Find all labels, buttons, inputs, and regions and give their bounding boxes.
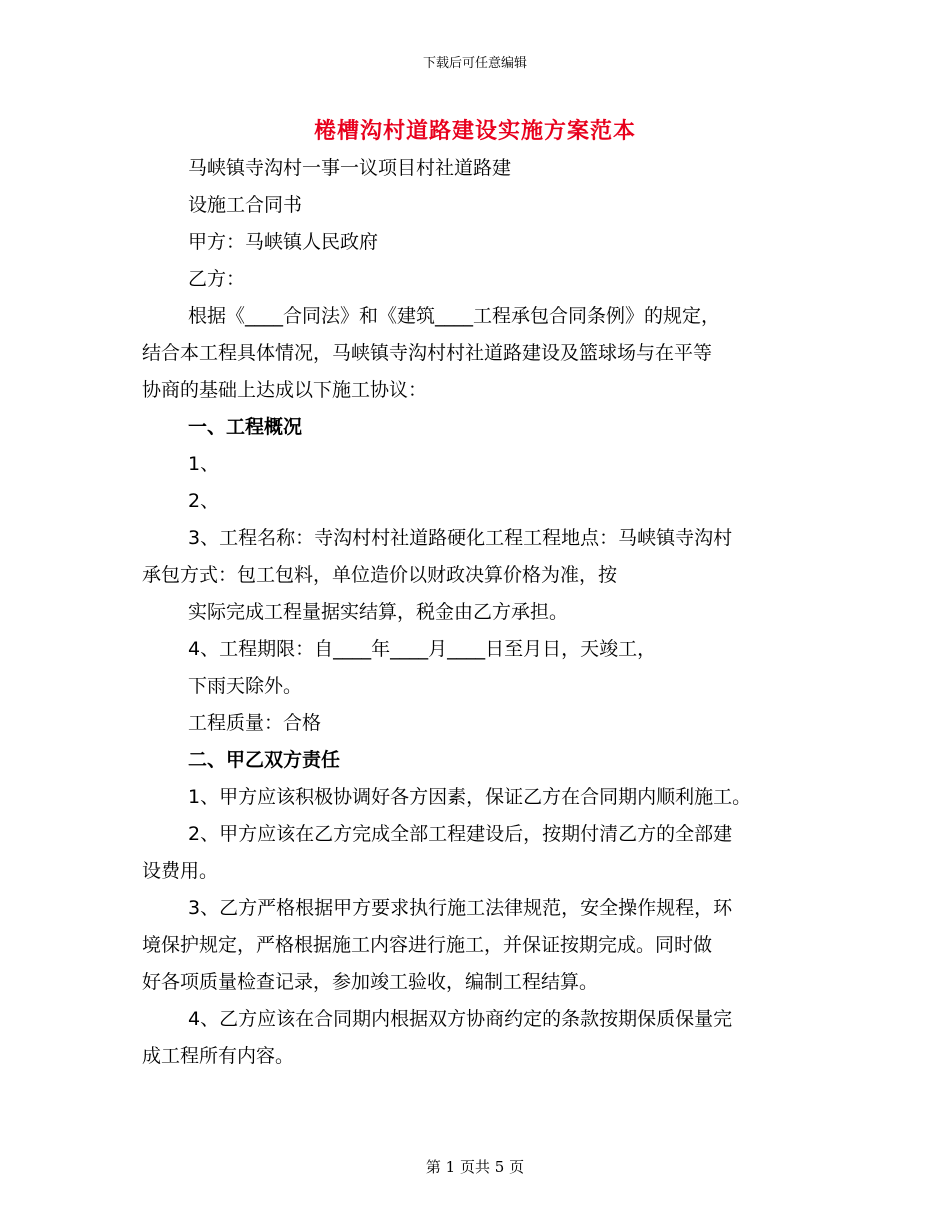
text-line: 境保护规定，严格根据施工内容进行施工，并保证按期完成。同时做 <box>142 934 713 956</box>
text-line: 成工程所有内容。 <box>142 1045 295 1067</box>
text-line: 下雨天除外。 <box>188 675 303 697</box>
section-heading: 二、甲乙双方责任 <box>188 749 341 771</box>
text-line: 根据《____合同法》和《建筑____工程承包合同条例》的规定， <box>188 305 721 327</box>
text-line: 4、乙方应该在合同期内根据双方协商约定的条款按期保质保量完 <box>188 1008 733 1030</box>
text-line: 1、 <box>188 453 220 475</box>
text-line: 2、甲方应该在乙方完成全部工程建设后，按期付清乙方的全部建 <box>188 823 733 845</box>
text-line: 设费用。 <box>142 860 219 882</box>
text-line: 2、 <box>188 490 220 512</box>
text-line: 工程质量：合格 <box>188 712 322 734</box>
text-line: 3、工程名称：寺沟村村社道路硬化工程工程地点：马峡镇寺沟村 <box>188 527 733 549</box>
text-line: 3、乙方严格根据甲方要求执行施工法律规范，安全操作规程，环 <box>188 897 733 919</box>
text-line: 承包方式：包工包料，单位造价以财政决算价格为准，按 <box>142 564 618 586</box>
text-line: 4、工程期限：自____年____月____日至月日，天竣工， <box>188 638 657 660</box>
document-body <box>142 150 822 1075</box>
document-title: 棬槽沟村道路建设实施方案范本 <box>313 119 636 144</box>
page-footer: 第 1 页共 5 页 <box>425 1158 525 1176</box>
text-line: 好各项质量检查记录，参加竣工验收，编制工程结算。 <box>142 971 599 993</box>
text-line: 甲方：马峡镇人民政府 <box>188 231 379 253</box>
text-line: 结合本工程具体情况，马峡镇寺沟村村社道路建设及篮球场与在平等 <box>142 342 713 364</box>
text-line: 1、甲方应该积极协调好各方因素，保证乙方在合同期内顺利施工。 <box>188 786 752 808</box>
text-line: 实际完成工程量据实结算，税金由乙方承担。 <box>188 601 569 623</box>
text-line: 马峡镇寺沟村一事一议项目村社道路建 <box>188 157 512 179</box>
text-line: 设施工合同书 <box>188 194 303 216</box>
text-line: 协商的基础上达成以下施工协议： <box>142 379 428 401</box>
section-heading: 一、工程概况 <box>188 416 303 438</box>
header-note: 下载后可任意编辑 <box>422 56 527 71</box>
text-line: 乙方： <box>188 268 246 290</box>
